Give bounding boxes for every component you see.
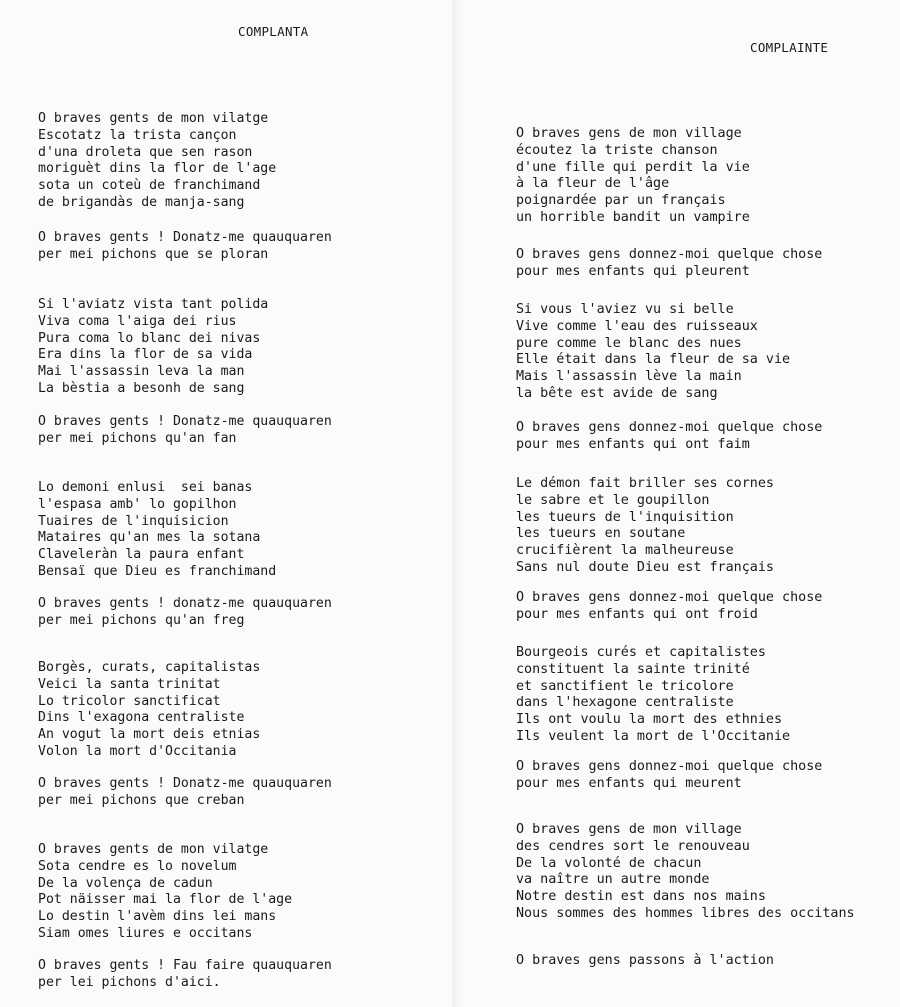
verse-line: d'une fille qui perdit la vie bbox=[516, 159, 750, 175]
verse-line: Claveleràn la paura enfant bbox=[38, 547, 245, 563]
verse-line: per mei pichons que creban bbox=[38, 792, 245, 808]
verse-line: pour mes enfants qui pleurent bbox=[516, 263, 750, 279]
stanza bbox=[516, 759, 822, 793]
verse-line: dans l'hexagone centraliste bbox=[516, 695, 734, 711]
verse-line: An vogut la mort deis etnias bbox=[38, 727, 261, 743]
verse-line: O braves gens donnez-moi quelque chose bbox=[516, 590, 823, 605]
stanza bbox=[516, 302, 790, 403]
verse-line: constituent la sainte trinité bbox=[516, 661, 750, 677]
verse-line: Le démon fait briller ses cornes bbox=[516, 476, 774, 491]
verse-line: la bête est avide de sang bbox=[516, 385, 718, 401]
verse-line: per mei pichons que se ploran bbox=[38, 246, 269, 262]
stanza bbox=[516, 822, 855, 923]
verse-line: Lo tricolor sanctificat bbox=[38, 693, 221, 709]
stanza bbox=[516, 420, 822, 454]
occitan-title: COMPLANTA bbox=[238, 24, 309, 39]
verse-line: Sota cendre es lo novelum bbox=[38, 858, 237, 874]
verse-line: Lo demoni enlusi sei banas bbox=[38, 480, 253, 495]
verse-line: Bensaï que Dieu es franchimand bbox=[38, 563, 277, 579]
stanza bbox=[38, 660, 260, 761]
verse-line: va naître un autre monde bbox=[516, 872, 710, 888]
verse-line: de brigandàs de manja-sang bbox=[38, 194, 245, 210]
verse-line: O braves gents de mon vilatge bbox=[38, 842, 269, 857]
stanza bbox=[516, 476, 774, 577]
stanza bbox=[516, 645, 790, 746]
verse-line: Si vous l'aviez vu si belle bbox=[516, 302, 734, 317]
verse-line: De la volença de cadun bbox=[38, 875, 213, 891]
verse-line: Pura coma lo blanc dei nivas bbox=[38, 330, 261, 346]
verse-line: Mais l'assassin lève la main bbox=[516, 369, 742, 385]
verse-line: Siam omes liures e occitans bbox=[38, 925, 253, 941]
verse-line: d'una droleta que sen rason bbox=[38, 144, 253, 160]
verse-line: per mei pichons qu'an freg bbox=[38, 612, 245, 628]
verse-line: Nous sommes des hommes libres des occitans bbox=[516, 905, 855, 921]
verse-line: O braves gents ! donatz-me quauquaren bbox=[38, 596, 332, 611]
stanza bbox=[516, 590, 822, 624]
verse-line: O braves gents ! Fau faire quauquaren bbox=[38, 958, 332, 973]
verse-line: moriguèt dins la flor de l'age bbox=[38, 161, 277, 177]
verse-line: La bèstia a besonh de sang bbox=[38, 380, 245, 396]
verse-line: O braves gens donnez-moi quelque chose bbox=[516, 247, 823, 262]
verse-line: poignardée par un français bbox=[516, 193, 726, 209]
stanza bbox=[38, 111, 276, 212]
verse-line: Lo destin l'avèm dins lei mans bbox=[38, 909, 277, 925]
verse-line: Mataires qu'an mes la sotana bbox=[38, 530, 261, 546]
verse-line: pour mes enfants qui ont faim bbox=[516, 436, 750, 452]
stanza bbox=[38, 230, 332, 264]
verse-line: De la volonté de chacun bbox=[516, 855, 702, 871]
verse-line: O braves gents ! Donatz-me quauquaren bbox=[38, 230, 332, 245]
verse-line: O braves gens donnez-moi quelque chose bbox=[516, 759, 823, 774]
stanza bbox=[38, 958, 332, 992]
verse-line: O braves gents ! Donatz-me quauquaren bbox=[38, 414, 332, 429]
verse-line: per mei pichons qu'an fan bbox=[38, 430, 237, 446]
verse-line: Mai l'assassin leva la man bbox=[38, 364, 245, 380]
verse-line: Sans nul doute Dieu est français bbox=[516, 559, 774, 575]
verse-line: Vive comme l'eau des ruisseaux bbox=[516, 318, 758, 334]
verse-line: Notre destin est dans nos mains bbox=[516, 889, 766, 905]
verse-line: O braves gens donnez-moi quelque chose bbox=[516, 420, 823, 435]
verse-line: crucifièrent la malheureuse bbox=[516, 543, 734, 559]
stanza bbox=[38, 414, 332, 448]
stanza bbox=[516, 126, 750, 227]
page-fold-shadow bbox=[452, 0, 464, 1007]
verse-line: Elle était dans la fleur de sa vie bbox=[516, 352, 791, 368]
stanza bbox=[38, 776, 332, 810]
french-title: COMPLAINTE bbox=[750, 40, 829, 55]
verse-line: les tueurs en soutane bbox=[516, 526, 686, 542]
verse-line: O braves gens de mon village bbox=[516, 822, 742, 837]
verse-line: Dins l'exagona centraliste bbox=[38, 710, 245, 726]
verse-line: Tuaires de l'inquisicion bbox=[38, 513, 229, 529]
verse-line: écoutez la triste chanson bbox=[516, 142, 718, 158]
verse-line: O braves gens passons à l'action bbox=[516, 953, 774, 968]
verse-line: O braves gents de mon vilatge bbox=[38, 111, 269, 126]
verse-line: pour mes enfants qui meurent bbox=[516, 775, 742, 791]
verse-line: des cendres sort le renouveau bbox=[516, 838, 750, 854]
stanza bbox=[38, 842, 292, 943]
verse-line: Veici la santa trinitat bbox=[38, 676, 221, 692]
verse-line: Bourgeois curés et capitalistes bbox=[516, 645, 766, 660]
verse-line: Borgès, curats, capitalistas bbox=[38, 660, 261, 675]
stanza bbox=[38, 297, 268, 398]
verse-line: pour mes enfants qui ont froid bbox=[516, 606, 758, 622]
verse-line: et sanctifient le tricolore bbox=[516, 678, 734, 694]
verse-line: Viva coma l'aiga dei rius bbox=[38, 313, 237, 329]
verse-line: un horrible bandit un vampire bbox=[516, 209, 750, 225]
verse-line: le sabre et le goupillon bbox=[516, 492, 710, 508]
stanza bbox=[38, 480, 276, 581]
verse-line: O braves gents ! Donatz-me quauquaren bbox=[38, 776, 332, 791]
verse-line: à la fleur de l'âge bbox=[516, 176, 670, 192]
stanza bbox=[38, 596, 332, 630]
verse-line: Pot näisser mai la flor de l'age bbox=[38, 892, 293, 908]
verse-line: l'espasa amb' lo gopilhon bbox=[38, 496, 237, 512]
verse-line: Escotatz la trista cançon bbox=[38, 127, 237, 143]
verse-line: O braves gens de mon village bbox=[516, 126, 742, 141]
verse-line: Volon la mort d'Occitania bbox=[38, 743, 237, 759]
stanza bbox=[516, 247, 822, 281]
verse-line: per lei pichons d'aici. bbox=[38, 974, 221, 990]
verse-line: Ils ont voulu la mort des ethnies bbox=[516, 712, 783, 728]
stanza bbox=[516, 953, 774, 970]
verse-line: Ils veulent la mort de l'Occitanie bbox=[516, 728, 791, 744]
verse-line: les tueurs de l'inquisition bbox=[516, 509, 734, 525]
verse-line: pure comme le blanc des nues bbox=[516, 335, 742, 351]
verse-line: Si l'aviatz vista tant polida bbox=[38, 297, 269, 312]
verse-line: Era dins la flor de sa vida bbox=[38, 347, 253, 363]
verse-line: sota un coteù de franchimand bbox=[38, 178, 261, 194]
